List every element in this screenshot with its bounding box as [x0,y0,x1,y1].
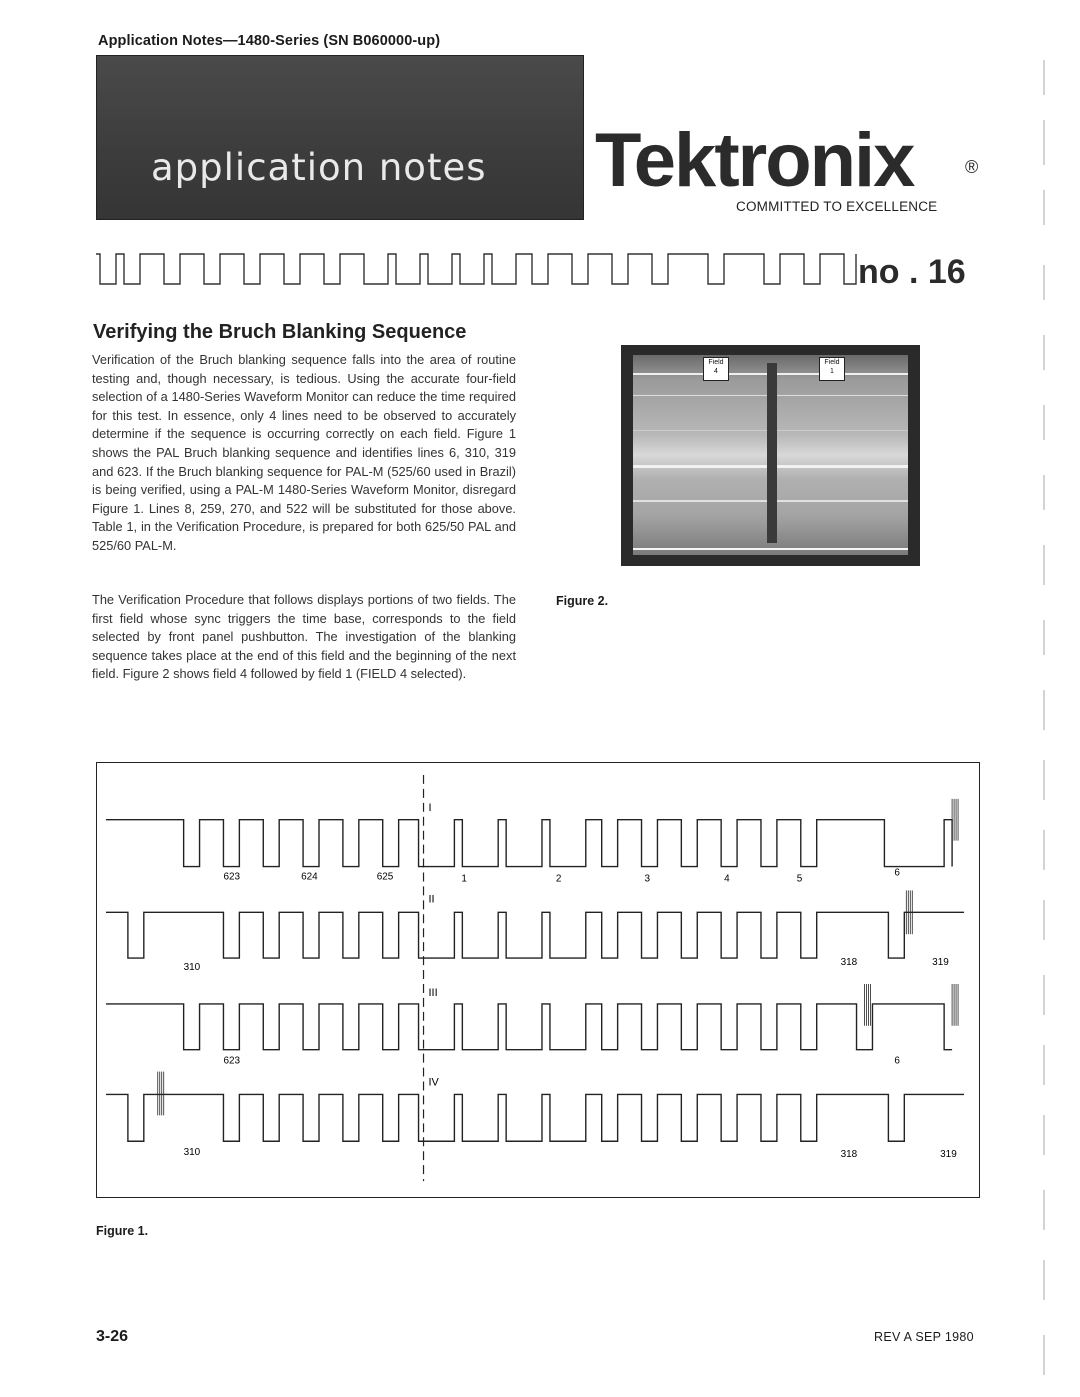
label-310-row4: 310 [183,1147,201,1159]
waveform-row-3 [106,1004,952,1050]
application-notes-banner [96,55,584,220]
field-label-i: I [428,801,432,814]
label-2: 2 [555,873,562,885]
field-right-label: Field [824,359,840,366]
article-paragraph-1: Verification of the Bruch blanking sequence falls into the area of routine testing and, though necessary, is tedious. Using the accurate four-field selection of a 1480-Series Waveform Monitor can reduce the time required for this test. In essence, only 4 lines need to be observed to accurately determine if the sequence is occurring correctly on each field. Figure 1 shows the PAL Bruch blanking sequence and identifies lines 6, 310, 319 and 623. If the Bruch blanking sequence for PAL-M (525/60 used in Brazil) is being verified, using a PAL-M 1480-Series Waveform Monitor, disregard Figure 1. Lines 8, 259, 270, and 522 will be substituted for those above. Table 1, in the Verification Procedure, is prepared for both 625/50 PAL and 525/60 PAL-M. [92,352,516,553]
brand-tagline: COMMITTED TO EXCELLENCE [736,199,938,214]
waveform-display [633,355,908,555]
label-6: 6 [894,867,900,879]
figure-1-caption: Figure 1. [96,1224,149,1238]
waveform-row-4 [106,1094,964,1141]
note-number: no . 16 [858,253,966,290]
field-label-iii: III [428,986,438,999]
revision-date: REV A SEP 1980 [874,1330,974,1344]
label-319: 319 [932,957,949,969]
label-625: 625 [376,871,394,883]
figure-2-caption: Figure 2. [556,594,609,608]
label-624: 624 [301,871,318,883]
article-title: Verifying the Bruch Blanking Sequence [93,321,467,343]
header-title: Application Notes—1480-Series (SN B060000-up) [98,33,441,49]
figure-1-diagram [96,762,980,1198]
banner-text: application notes [151,146,487,189]
decorative-pulse-line [96,254,856,284]
page-number: 3-26 [96,1328,129,1345]
label-310: 310 [183,962,201,974]
tektronix-logo [595,118,985,202]
label-623-row3: 623 [223,1055,241,1067]
label-623: 623 [223,871,241,883]
logo-wordmark: Tektronix [595,118,914,202]
label-319-row4: 319 [940,1149,957,1161]
field-left-label: Field [708,359,724,366]
registered-mark: ® [965,157,979,177]
field-label-ii: II [428,893,435,906]
waveform-row-1 [106,820,952,867]
label-3: 3 [644,873,651,885]
field-right-number: 1 [830,368,834,375]
burst-marks [158,799,958,1116]
label-318-row4: 318 [840,1149,858,1161]
label-5: 5 [796,873,803,885]
waveform-row-2 [106,912,964,958]
article-paragraph-2: The Verification Procedure that follows displays portions of two fields. The first field whose sync triggers the time base, corresponds to the field selected by front panel pushbutton. The investigation of the blanking sequence takes place at the end of this field and the beginning of the next field. Figure 2 shows field 4 followed by field 1 (FIELD 4 selected). [92,592,516,682]
figure-2-photo [621,345,920,566]
note-number-line [96,250,986,290]
field-label-iv: IV [428,1076,439,1089]
label-1: 1 [461,873,467,885]
field-left-number: 4 [714,368,718,375]
binding-margin-marks [1038,40,1050,1380]
label-6-row3: 6 [894,1055,900,1067]
label-4: 4 [724,873,730,885]
label-318: 318 [840,957,858,969]
